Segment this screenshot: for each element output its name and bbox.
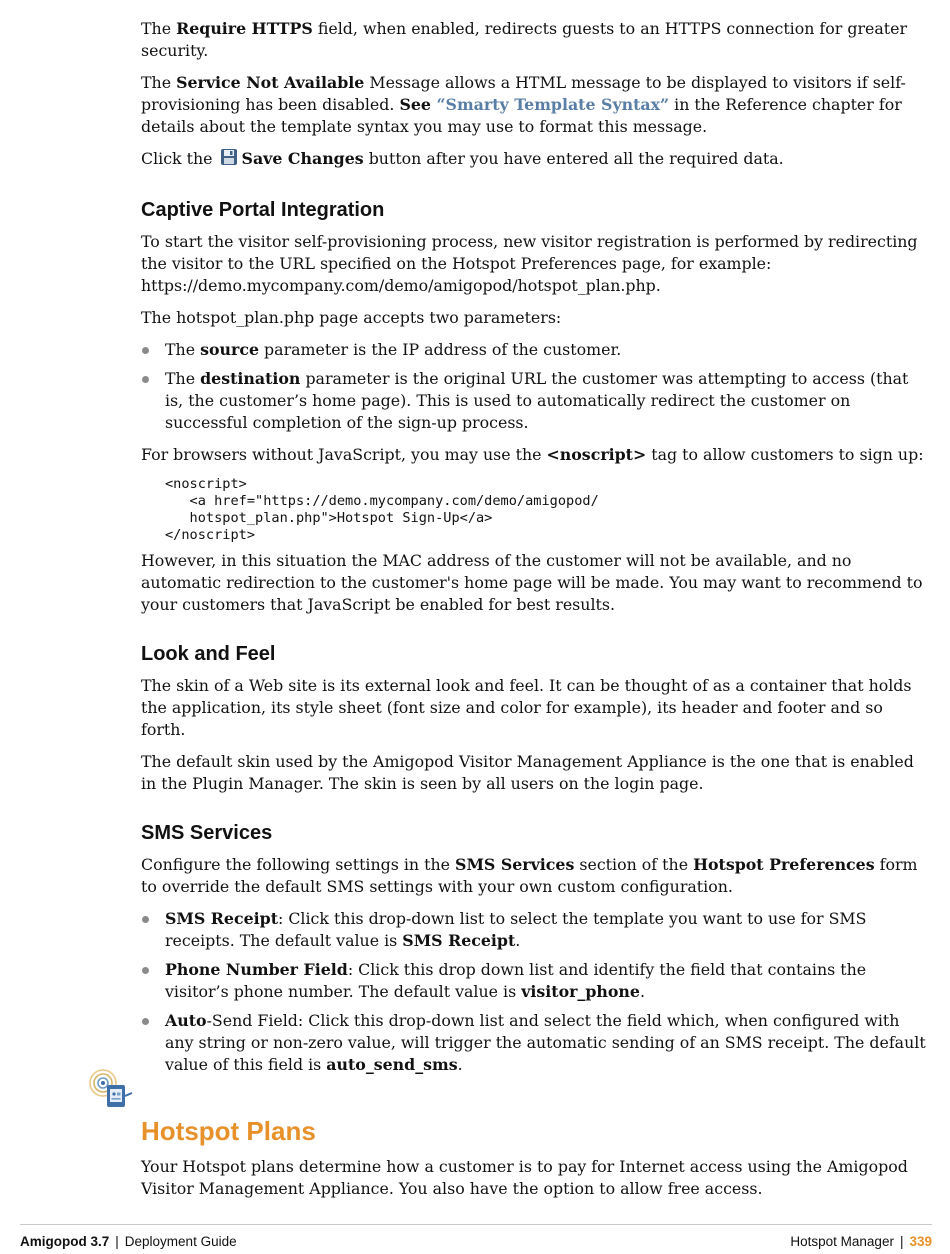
hotspot-plans-icon [88,1066,134,1116]
footer-separator: | [899,1234,904,1249]
footer-guide: Deployment Guide [124,1234,237,1249]
paragraph-captive-portal: To start the visitor self-provisioning process, new visitor registration is performed by redirecting the visitor to the URL specified on the Hotspot Preferences page, for example: https://demo.mycompany.com/demo/amigopod/hotspot_plan.php. [141,232,918,295]
heading-look-and-feel: Look and Feel [141,643,276,665]
list-item-source: The source parameter is the IP address of the customer. [141,339,931,361]
smarty-template-link[interactable]: “Smarty Template Syntax” [436,95,670,114]
list-item-auto-send: Auto-Send Field: Click this drop-down list and select the field which, when configured with any string or non-zero value, will trigger the automatic sending of an SMS receipt. The default value of this field is auto_send_sms. [141,1010,931,1076]
heading-hotspot-plans: Hotspot Plans [141,1116,316,1146]
paragraph-parameters: The hotspot_plan.php page accepts two parameters: [141,308,562,327]
paragraph-service-not-available: The Service Not Available Message allows a HTML message to be displayed to visitors if self-provisioning has been disabled. See “Smarty Template Syntax” in the Reference chapter for details about the template syntax you may use to format this message. [141,73,906,136]
paragraph-noscript: For browsers without JavaScript, you may use the <noscript> tag to allow customers to sign up: [141,445,924,464]
heading-captive-portal: Captive Portal Integration [141,199,385,221]
footer-separator: | [115,1234,119,1249]
floppy-disk-icon [220,148,238,172]
footer-divider [20,1224,932,1225]
document-body [141,18,931,1210]
paragraph-look-2: The default skin used by the Amigopod Visitor Management Appliance is the one that is enabled in the Plugin Manager. The skin is seen by all users on the login page. [141,752,914,793]
paragraph-sms: Configure the following settings in the SMS Services section of the Hotspot Preferences form to override the default SMS settings with your own custom configuration. [141,855,918,896]
bullet-icon [142,347,149,354]
footer-section: Hotspot Manager [790,1234,894,1249]
code-block-noscript: <noscript> <a href="https://demo.mycompany.com/demo/amigopod/ hotspot_plan.php">Hotspot Sign-Up</a> </noscript> [165,476,599,543]
list-item-destination: The destination parameter is the original URL the customer was attempting to access (that is, the customer’s home page). This is used to automatically redirect the customer on successful completion of the sign-up process. [141,368,931,434]
footer-product: Amigopod 3.7 [20,1234,110,1249]
sms-settings-list [141,908,931,1076]
paragraph-require-https: The Require HTTPS field, when enabled, redirects guests to an HTTPS connection for greater security. [141,19,908,60]
heading-sms-services: SMS Services [141,822,273,844]
paragraph-however: However, in this situation the MAC address of the customer will not be available, and no automatic redirection to the customer's home page will be made. You may want to recommend to your customers that JavaScript be enabled for best results. [141,551,923,614]
paragraph-save-changes: Click the Save Changes button after you have entered all the required data. [141,148,931,172]
bullet-icon [142,376,149,383]
paragraph-hotspot-plans: Your Hotspot plans determine how a customer is to pay for Internet access using the Amigopod Visitor Management Appliance. You also have the option to allow free access. [141,1157,908,1198]
bullet-icon [142,916,149,923]
parameter-list [141,339,931,434]
bullet-icon [142,1018,149,1025]
list-item-sms-receipt: SMS Receipt: Click this drop-down list to select the template you want to use for SMS receipts. The default value is SMS Receipt. [141,908,931,952]
paragraph-look-1: The skin of a Web site is its external look and feel. It can be thought of as a container that holds the application, its style sheet (font size and color for example), its header and footer and so forth. [141,676,912,739]
page-number: 339 [909,1234,932,1249]
list-item-phone-number: Phone Number Field: Click this drop down list and identify the field that contains the visitor’s phone number. The default value is visitor_phone. [141,959,931,1003]
bullet-icon [142,967,149,974]
